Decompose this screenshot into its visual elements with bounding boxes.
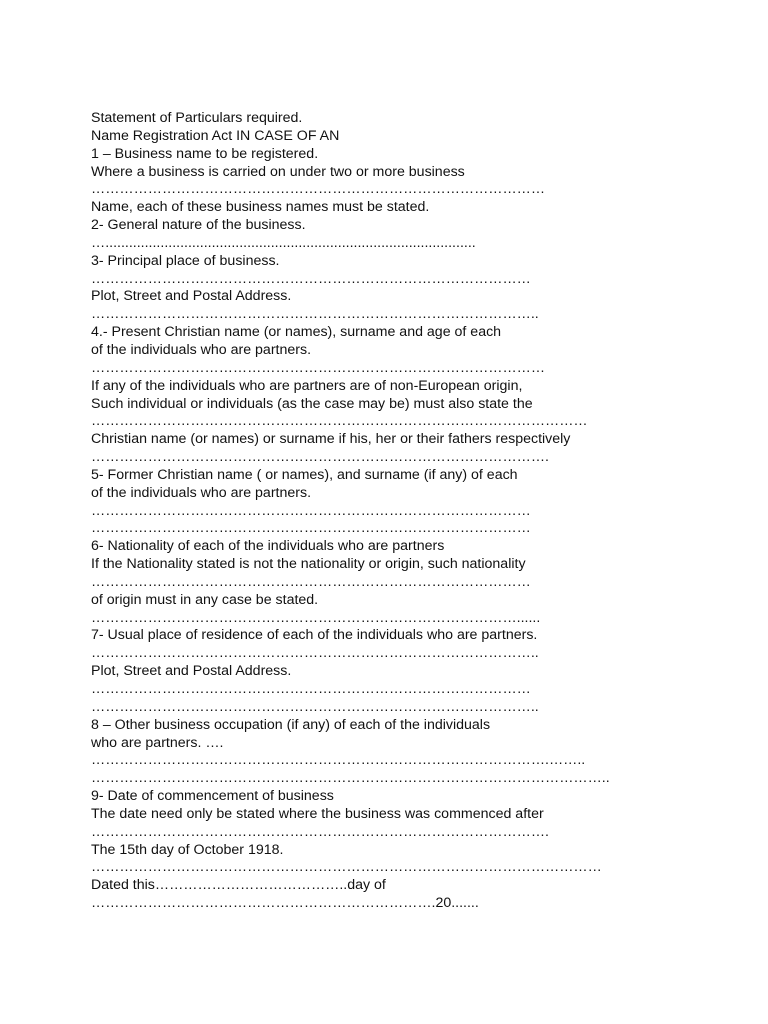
form-title-line-2: Name Registration Act IN CASE OF AN <box>91 127 340 144</box>
fill-in-line[interactable]: ………………………………………………………………………………….. <box>91 698 539 715</box>
fill-in-line[interactable]: ………………………………………………………………………………… <box>91 270 531 287</box>
fill-in-line[interactable]: ………………………………………………………………………………… <box>91 520 531 537</box>
item-7-heading: 7- Usual place of residence of each of the individuals who are partners. <box>91 627 538 644</box>
item-1-text: Where a business is carried on under two or more business <box>91 163 465 180</box>
fill-in-line[interactable]: ………………………………………………………………………………….. <box>91 645 539 662</box>
fill-in-line[interactable]: …………………………………………………………………………………… <box>91 181 545 198</box>
item-9-text: The 15th day of October 1918. <box>91 841 284 858</box>
fill-in-line[interactable]: ……………………………………………………………………………………………… <box>91 859 602 876</box>
item-4-heading: 4.- Present Christian name (or names), surname and age of each <box>91 324 502 341</box>
fill-in-line[interactable]: ……………………………………………………………………………………. <box>91 823 549 840</box>
item-8-text: who are partners. …. <box>91 734 224 751</box>
item-5-text: of the individuals who are partners. <box>91 484 312 501</box>
dated-line[interactable]: Dated this…………………………………..day of <box>91 877 386 894</box>
item-9-heading: 9- Date of commencement of business <box>91 788 334 805</box>
item-1-heading: 1 – Business name to be registered. <box>91 145 319 162</box>
item-1-text: Name, each of these business names must be stated. <box>91 199 430 216</box>
fill-in-line[interactable]: …………………………………………………………………………………….…….. <box>91 752 586 769</box>
item-3-text: Plot, Street and Postal Address. <box>91 288 292 305</box>
item-8-heading: 8 – Other business occupation (if any) of each of the individuals <box>91 716 491 733</box>
fill-in-line[interactable]: …………………………………………………………………………………………… <box>91 413 588 430</box>
date-year-line[interactable]: ……………………………………………………………….20....... <box>91 895 479 912</box>
fill-in-line[interactable]: ……………………………………………………………………………………………….. <box>91 770 610 787</box>
fill-in-line[interactable]: ………………………………………………………………………………… <box>91 573 531 590</box>
fill-in-line[interactable]: ………………………………………………………………………………… <box>91 681 531 697</box>
fill-in-line[interactable]: ……………………………………………………………………………………. <box>91 449 549 466</box>
item-4-text: Such individual or individuals (as the case may be) must also state the <box>91 395 533 412</box>
item-9-text: The date need only be stated where the business was commenced after <box>91 805 544 822</box>
item-3-heading: 3- Principal place of business. <box>91 252 280 269</box>
document-page <box>91 110 751 913</box>
item-4-text: Christian name (or names) or surname if his, her or their fathers respectively <box>91 431 571 448</box>
item-2-heading: 2- General nature of the business. <box>91 217 306 234</box>
item-5-heading: 5- Former Christian name ( or names), and surname (if any) of each <box>91 466 518 483</box>
item-7-text: Plot, Street and Postal Address. <box>91 663 292 680</box>
item-4-text: of the individuals who are partners. <box>91 341 312 358</box>
fill-in-line[interactable]: ………………………………………………………………………………….. <box>91 306 539 323</box>
item-6-text: If the Nationality stated is not the nationality or origin, such nationality <box>91 556 526 573</box>
fill-in-line[interactable]: ….............................................................................................. <box>91 234 476 251</box>
fill-in-line[interactable]: …………………………………………………………………………………… <box>91 359 545 376</box>
fill-in-line[interactable]: ………………………………………………………………………………… <box>91 502 531 519</box>
item-4-text: If any of the individuals who are partners are of non-European origin, <box>91 377 523 394</box>
form-title-line-1: Statement of Particulars required. <box>91 110 303 126</box>
fill-in-line[interactable]: ………………………………………………………………………………...... <box>91 609 541 626</box>
item-6-text: of origin must in any case be stated. <box>91 591 319 608</box>
item-6-heading: 6- Nationality of each of the individuals who are partners <box>91 538 445 555</box>
